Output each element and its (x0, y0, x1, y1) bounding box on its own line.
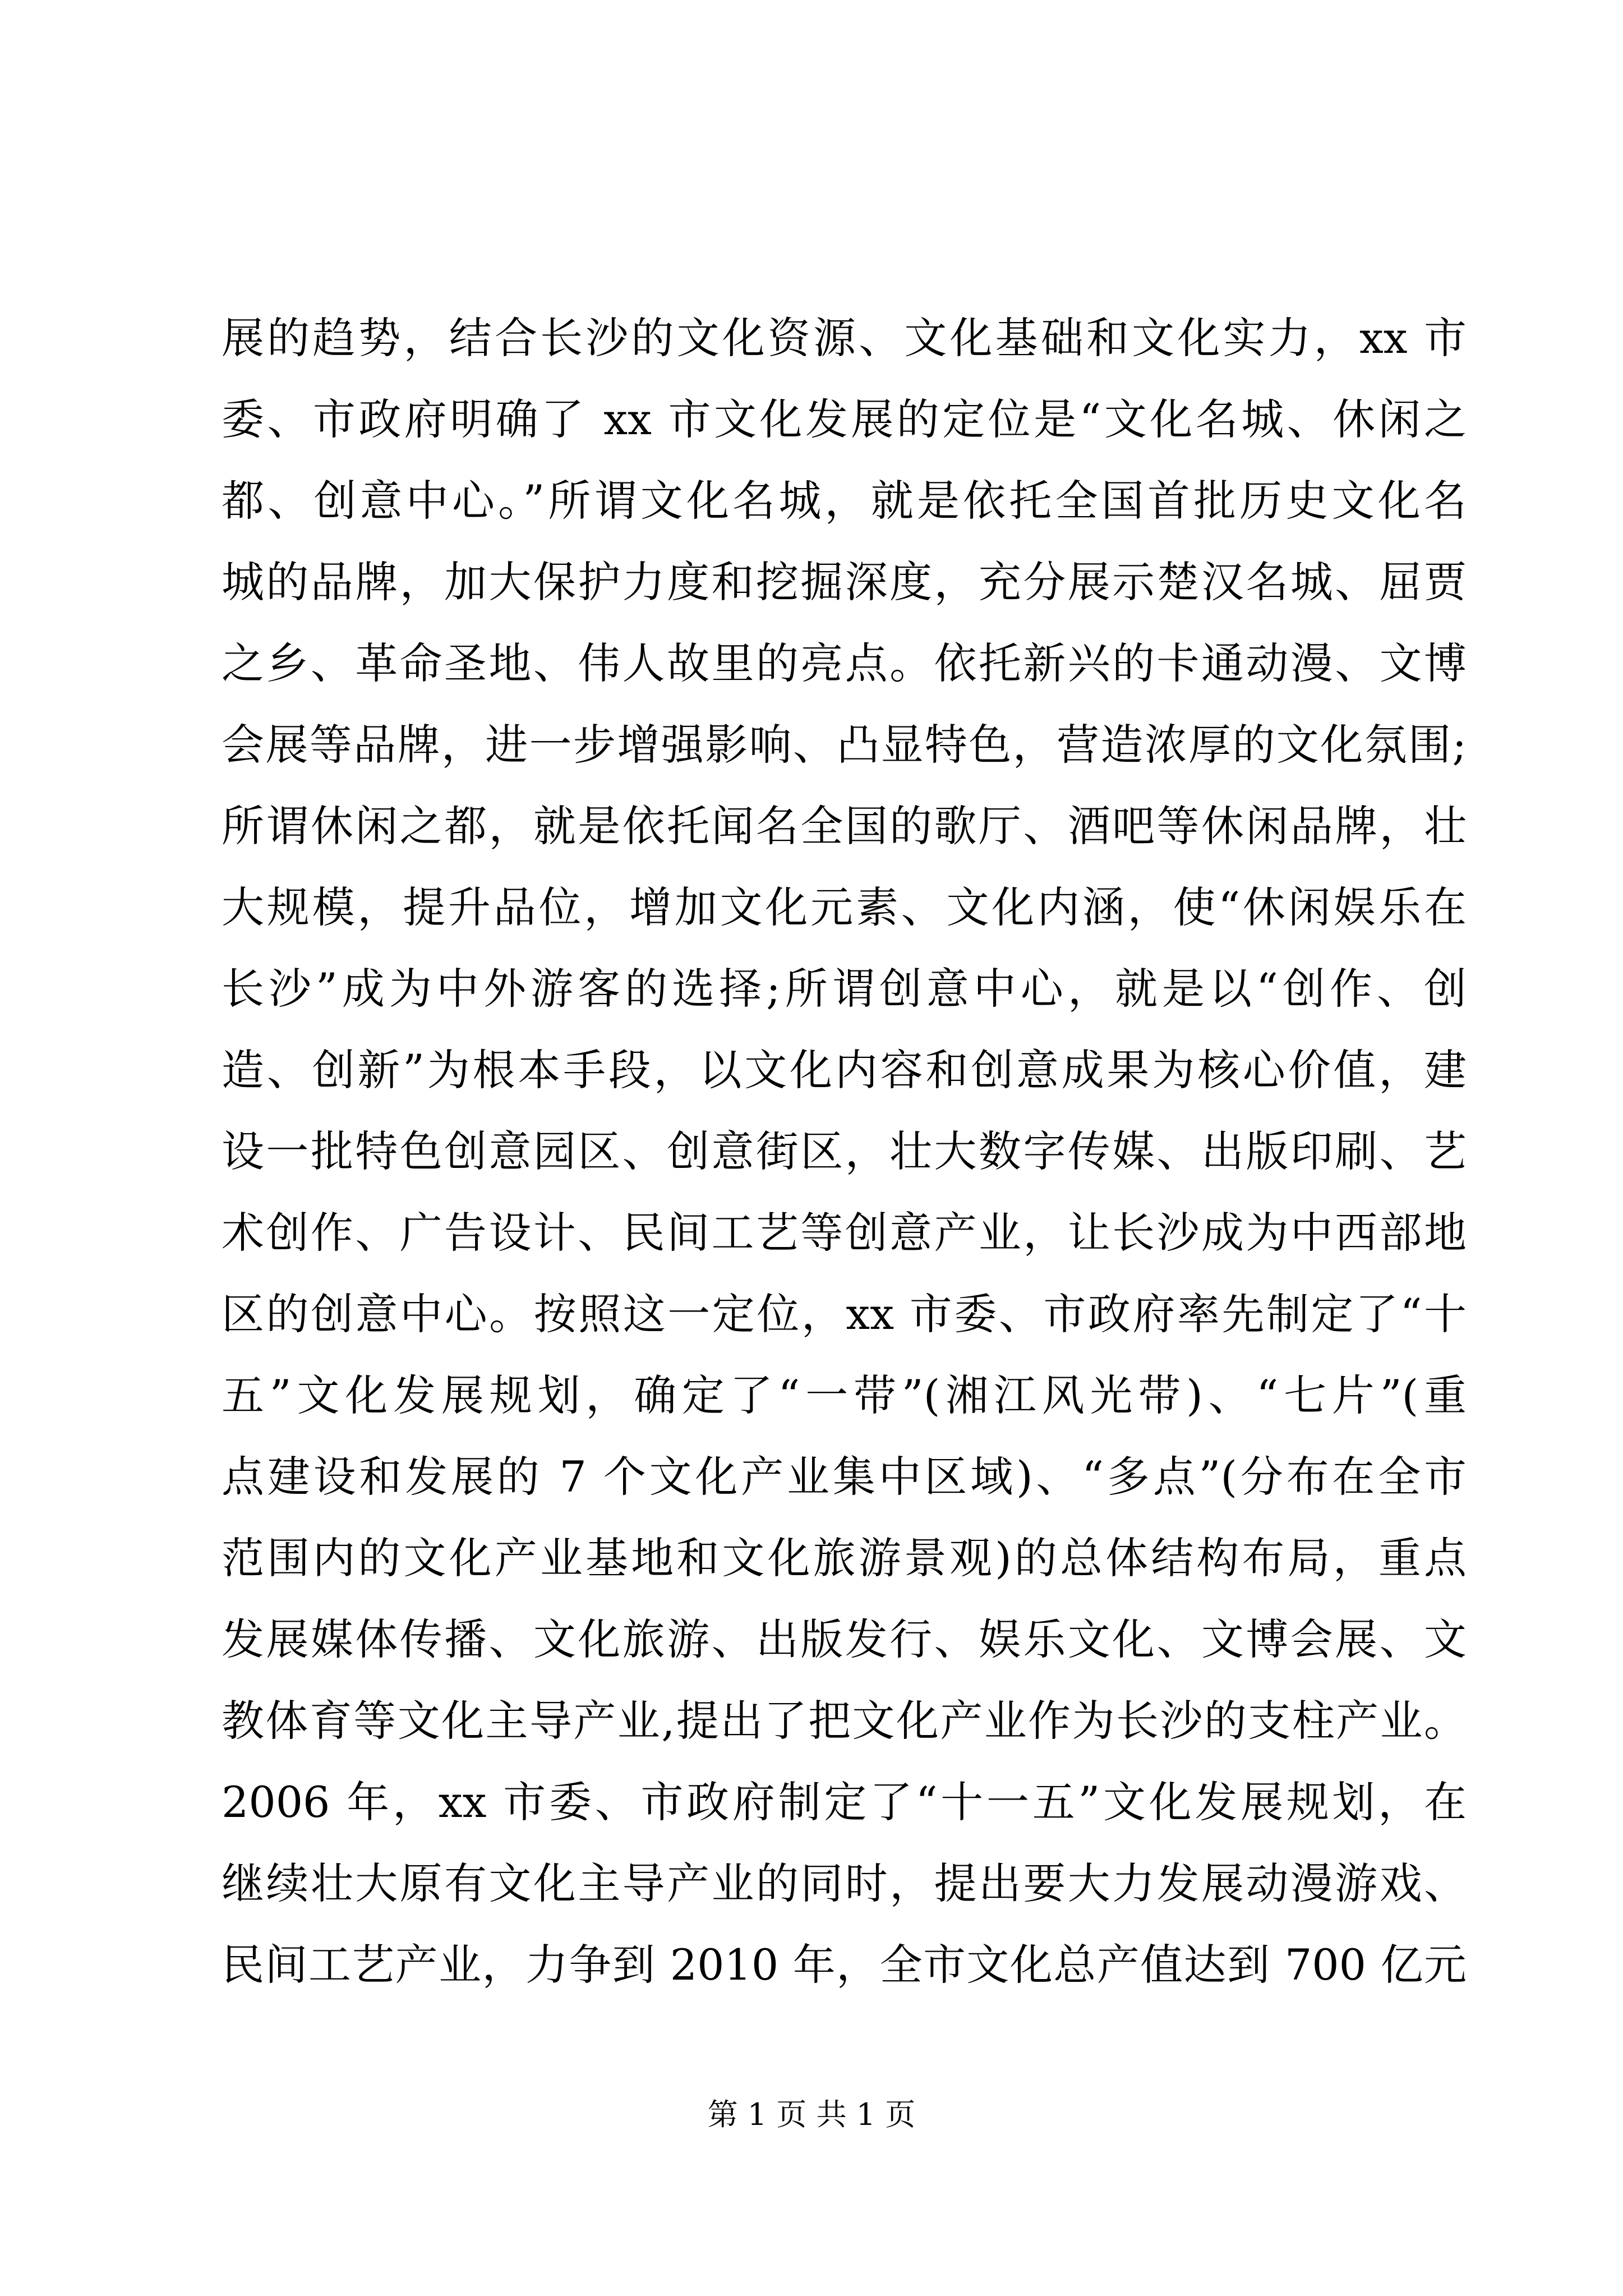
text-line: 委、市政府明确了 xx 市文化发展的定位是“文化名城、休闲之 (222, 394, 1467, 444)
body-paragraph (222, 297, 1467, 2005)
text-line: 范围内的文化产业基地和文化旅游景观)的总体结构布局，重点 (222, 1533, 1467, 1583)
text-line: 之乡、革命圣地、伟人故里的亮点。依托新兴的卡通动漫、文博 (222, 638, 1467, 688)
text-line: 教体育等文化主导产业,提出了把文化产业作为长沙的支柱产业。 (222, 1696, 1467, 1746)
text-line: 术创作、广告设计、民间工艺等创意产业，让长沙成为中西部地 (222, 1208, 1467, 1258)
text-line: 所谓休闲之都，就是依托闻名全国的歌厅、酒吧等休闲品牌，壮 (222, 801, 1467, 851)
text-line: 造、创新”为根本手段，以文化内容和创意成果为核心价值，建 (222, 1045, 1467, 1095)
text-line: 会展等品牌，进一步增强影响、凸显特色，营造浓厚的文化氛围; (222, 720, 1467, 770)
text-line: 区的创意中心。按照这一定位，xx 市委、市政府率先制定了“十 (222, 1289, 1467, 1339)
text-line: 大规模，提升品位，增加文化元素、文化内涵，使“休闲娱乐在 (222, 882, 1467, 932)
text-line: 发展媒体传播、文化旅游、出版发行、娱乐文化、文博会展、文 (222, 1614, 1467, 1664)
text-line: 都、创意中心。”所谓文化名城，就是依托全国首批历史文化名 (222, 476, 1467, 526)
page-number-label: 第 1 页 共 1 页 (707, 2097, 916, 2132)
text-line: 长沙”成为中外游客的选择;所谓创意中心，就是以“创作、创 (222, 964, 1467, 1014)
text-line: 民间工艺产业，力争到 2010 年，全市文化总产值达到 700 亿元 (222, 1940, 1467, 1990)
text-line: 继续壮大原有文化主导产业的同时，提出要大力发展动漫游戏、 (222, 1858, 1467, 1908)
text-line: 五”文化发展规划，确定了“一带”(湘江风光带)、“七片”(重 (222, 1370, 1467, 1420)
text-line: 展的趋势，结合长沙的文化资源、文化基础和文化实力，xx 市 (222, 313, 1467, 363)
page-footer (0, 2092, 1623, 2137)
text-line: 设一批特色创意园区、创意街区，壮大数字传媒、出版印刷、艺 (222, 1126, 1467, 1176)
text-line: 城的品牌，加大保护力度和挖掘深度，充分展示楚汉名城、屈贾 (222, 557, 1467, 607)
text-line: 点建设和发展的 7 个文化产业集中区域)、“多点”(分布在全市 (222, 1452, 1467, 1502)
text-line: 2006 年，xx 市委、市政府制定了“十一五”文化发展规划，在 (222, 1777, 1467, 1827)
